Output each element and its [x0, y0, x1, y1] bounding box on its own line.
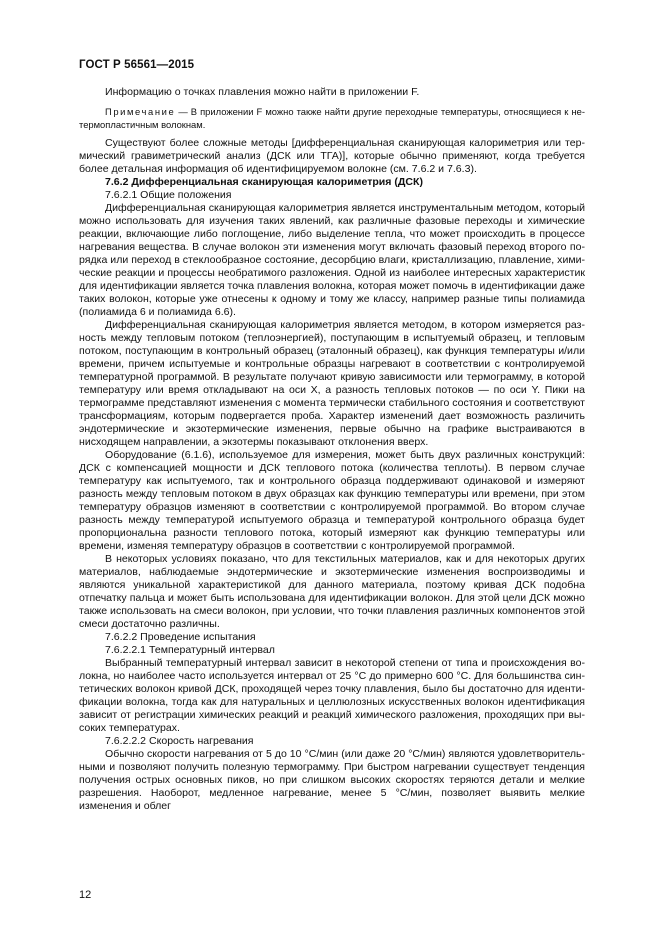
subsection-heading-7-6-2-2-1: 7.6.2.2.1 Температурный интервал: [105, 644, 275, 657]
paragraph: Дифференциальная сканирующая калориметрия является инструментальным методом, который можно использовать для изучения таких явлений, как различные фазовые переходы и химические реакции, включающие либо поглощение, либо выделение тепла, что может происходить в процессе нагревания вещества. В случае волокон эти изменения могут включать фазовый переход второго порядка или переход в стеклообразное состояние, десорбцию влаги, кристаллизацию, плавление, химические реакции и процессы необратимого разложения. Одной из наиболее интересных характеристик для идентификации является точка плавления волокна, которая может помочь в идентификации даже таких волокон, которые уже отнесены к одному и тому же классу, например разные типы полиамида (полиамида 6 и полиамида 6.6).: [79, 202, 585, 319]
note-text: — В приложении F можно также найти другие переходные температуры, относящиеся к нетермопластичным волокнам.: [79, 106, 585, 130]
section-heading-7-6-2: 7.6.2 Дифференциальная сканирующая калориметрия (ДСК): [105, 176, 423, 189]
paragraph: Выбранный температурный интервал зависит в некоторой степени от типа и происхождения волокна, но наиболее часто используется интервал от 25 °С до примерно 600 °С. Для большинства синтетических волокон кривой ДСК, проходящей через точку плавления, было бы достаточно для идентификации волокна, тогда как для натуральных и целлюлозных искусственных волокон идентификация зависит от регистрации химических реакций и реакций химического разложения, проходящих при высоких температурах.: [79, 657, 585, 735]
paragraph: Существуют более сложные методы [дифференциальная сканирующая калориметрия или термический гравиметрический анализ (ДСК или ТГА)], которые обычно применяют, когда требуется более детальная информация об идентифицируемом волокне (см. 7.6.2 и 7.6.3).: [79, 137, 585, 176]
document-header: ГОСТ Р 56561—2015: [79, 59, 195, 71]
paragraph: Дифференциальная сканирующая калориметрия является методом, в котором измеряется разность между тепловым потоком (теплоэнергией), поступающим в испытуемый образец, и тепловым потоком, поступающим в контрольный образец (эталонный образец), как функция температуры и/или времени, причем испытуемые и контрольные образцы нагревают в соответствии с контролируемой температурной программой. В результате получают кривую зависимости или термограмму, в которой температуру или время откладывают на оси X, а разность тепловых потоков — по оси Y. Пики на термограмме представляют изменения с момента термически стабильного состояния и соответствуют трансформациям, которым подвергается проба. Характер изменений дает возможность различить эндотермические и экзотермические изменения, первые обычно на графике выстраиваются в нисходящем направлении, а экзотермы показывают отклонения вверх.: [79, 319, 585, 449]
subsection-heading-7-6-2-1: 7.6.2.1 Общие положения: [105, 189, 232, 202]
document-body: [79, 86, 585, 813]
subsection-heading-7-6-2-2: 7.6.2.2 Проведение испытания: [105, 631, 256, 644]
paragraph: Оборудование (6.1.6), используемое для измерения, может быть двух различных конструкций: ДСК с компенсацией мощности и ДСК теплового потока (количества теплоты). В первом случае температуру как испытуемого, так и контрольного образца поддерживают одинаковой и измеряют разность между тепловым потоком в двух образцах как функцию температуры или времени, при этом температуру образцов изменяют в соответствии с контролируемой программой. Во втором случае разность между температурой испытуемого образца и температурой контрольного образца будет пропорциональна разности теплового потока, который измеряют как функцию температуры или времени, изменяя температуру образцов в соответствии с контролируемой программой.: [79, 449, 585, 553]
paragraph: В некоторых условиях показано, что для текстильных материалов, как и для некоторых других материалов, наблюдаемые эндотермические и экзотермические изменения воспроизводимы и являются уникальной характеристикой для данного материала, поэтому кривая ДСК подобна отпечатку пальца и может быть использована для идентификации волокон. Для этой цели ДСК можно также использовать на смеси волокон, при условии, что точки плавления различных компонентов этой смеси достаточно различны.: [79, 553, 585, 631]
note-label: Примечание: [105, 106, 176, 117]
subsection-heading-7-6-2-2-2: 7.6.2.2.2 Скорость нагревания: [105, 735, 254, 748]
paragraph: Информацию о точках плавления можно найти в приложении F.: [105, 86, 420, 98]
paragraph: Обычно скорости нагревания от 5 до 10 °С/мин (или даже 20 °С/мин) являются удовлетворительными и позволяют получить полезную термограмму. При быстром нагревании существует тенденция получения острых основных пиков, но при слишком высоких скоростях теряются детали и мелкие разрешения. Наоборот, медленное нагревание, менее 5 °С/мин, позволяет выявить мелкие изменения и облег: [79, 748, 585, 813]
page-number: 12: [79, 889, 92, 901]
note: [79, 106, 585, 131]
